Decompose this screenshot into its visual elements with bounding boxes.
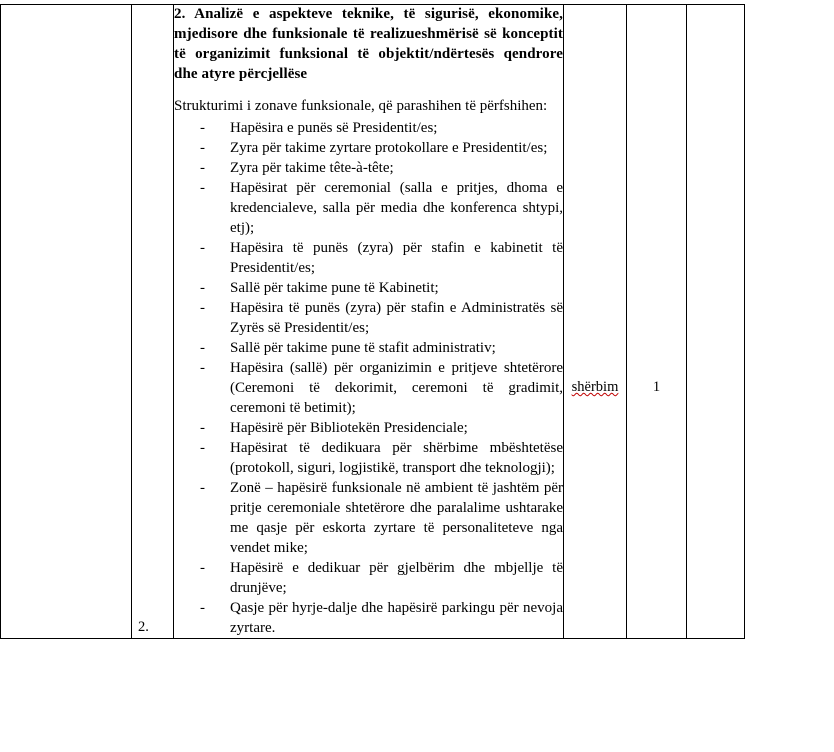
list-item (200, 338, 563, 358)
empty-cell (687, 5, 745, 639)
list-item (200, 118, 563, 138)
dash-marker: - (200, 560, 205, 577)
list-item-text: Hapësira të punës (zyra) për stafin e kabinetit të Presidentit/es; (230, 239, 563, 276)
list-item (200, 298, 563, 338)
quantity-cell (627, 5, 687, 639)
dash-marker: - (200, 159, 205, 176)
list-item (200, 238, 563, 278)
unit-cell (564, 5, 627, 639)
dash-marker: - (200, 339, 205, 356)
list-item (200, 558, 563, 598)
list-item-text: Sallë për takime pune të Kabinetit; (230, 279, 439, 296)
list-item-text: Zonë – hapësirë funksionale në ambient të jashtëm për pritje ceremoniale shtetërore dhe paralalime ushtarake me qasje për eskorta zyrtare të personaliteteve nga vendet mike; (230, 479, 563, 557)
dash-marker: - (200, 439, 205, 456)
description-cell (174, 5, 564, 639)
list-item (200, 358, 563, 418)
list-item (200, 438, 563, 478)
dash-marker: - (200, 359, 205, 376)
list-item-text: Hapësirat për ceremonial (salla e pritjes, dhoma e kredencialeve, salla për media dhe konferenca shtypi, etj); (230, 179, 563, 236)
list-item (200, 178, 563, 238)
list-item (200, 478, 563, 558)
list-item (200, 418, 563, 438)
list-item-text: Zyra për takime tête-à-tête; (230, 159, 394, 176)
left-margin-cell (1, 5, 132, 639)
dash-marker: - (200, 119, 205, 136)
list-item (200, 598, 563, 638)
dash-marker: - (200, 419, 205, 436)
row-index-number: 2. (138, 618, 149, 635)
table-row (1, 5, 745, 639)
list-item-text: Hapësira (sallë) për organizimin e pritjeve shtetërore (Ceremoni të dekorimit, ceremoni të gradimit, ceremoni të betimit); (230, 359, 563, 416)
dash-marker: - (200, 279, 205, 296)
dash-marker: - (200, 239, 205, 256)
list-item-text: Hapësirë për Bibliotekën Presidenciale; (230, 419, 468, 436)
section-title: 2. Analizë e aspekteve teknike, të sigurisë, ekonomike, mjedisore dhe funksionale të realizueshmërisë së konceptit të organizimit funksional të objektit/ndërtesës qendrore dhe atyre përcjellëse (174, 6, 563, 82)
functional-zones-list (174, 118, 563, 638)
list-item-text: Qasje për hyrje-dalje dhe hapësirë parkingu për nevoja zyrtare. (230, 600, 563, 637)
dash-marker: - (200, 299, 205, 316)
dash-marker: - (200, 479, 205, 496)
list-item-text: Hapësira e punës së Presidentit/es; (230, 119, 438, 136)
list-item-text: Sallë për takime pune të stafit administrativ; (230, 339, 496, 356)
dash-marker: - (200, 139, 205, 156)
dash-marker: - (200, 600, 205, 617)
list-item-text: Hapësirë e dedikuar për gjelbërim dhe mbjellje të drunjëve; (230, 560, 563, 597)
row-index-cell (132, 5, 174, 639)
requirements-table (0, 4, 745, 639)
section-intro: Strukturimi i zonave funksionale, që parashihen të përfshihen: (174, 97, 548, 114)
dash-marker: - (200, 179, 205, 196)
list-item (200, 138, 563, 158)
unit-label: shërbim (571, 379, 619, 395)
list-item (200, 158, 563, 178)
quantity-value: 1 (652, 379, 661, 395)
list-item-text: Zyra për takime zyrtare protokollare e Presidentit/es; (230, 139, 548, 156)
list-item-text: Hapësira të punës (zyra) për stafin e Administratës së Zyrës së Presidentit/es; (230, 299, 563, 336)
list-item (200, 278, 563, 298)
list-item-text: Hapësirat të dedikuara për shërbime mbështetëse (protokoll, siguri, logjistikë, transport dhe teknologji); (230, 439, 563, 476)
document-page (0, 4, 834, 752)
